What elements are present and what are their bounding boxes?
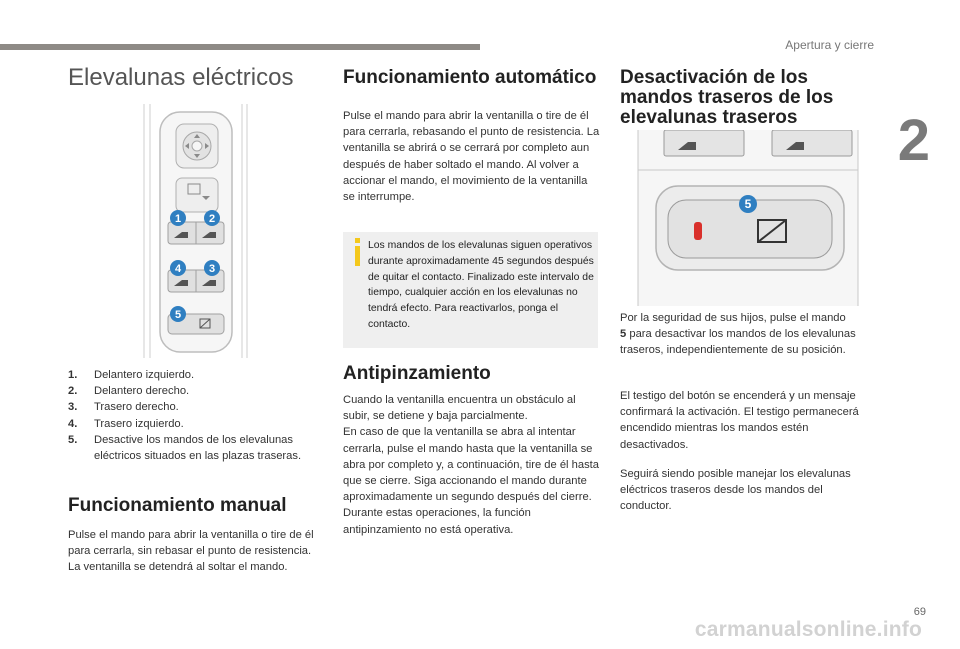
- legend-block: [68, 367, 330, 464]
- callout-5: [170, 306, 186, 322]
- col1-title-wrap: [68, 64, 328, 92]
- info-box: [343, 232, 598, 348]
- pinch-heading: Antipinzamiento: [343, 363, 491, 384]
- rear-lock-button-figure: [620, 130, 875, 306]
- watermark: carmanualsonline.info: [694, 618, 922, 641]
- info-text: Los mandos de los elevalunas siguen operativos durante aproximadamente 45 segundos después de quitar el contacto. Finalizado este intervalo de tiempo, cualquier acción en los elevalunas no tendrá efecto. Para reactivarlos, ponga el contacto.: [368, 240, 594, 330]
- legend-item: 5. Desactive los mandos de los elevalunas eléctricos situados en las plazas traseras.: [68, 433, 302, 463]
- deactivation-text-2: El testigo del botón se encenderá y un mensaje confirmará la activación. El testigo permanecerá encendido mientras los mandos estén desactivados.: [620, 390, 859, 451]
- section-label: Apertura y cierre: [785, 38, 874, 52]
- legend-item: 1. Delantero izquierdo.: [68, 369, 195, 381]
- pinch-text-2: En caso de que la ventanilla se abra al intentar cerrarla, pulse el mando hasta que la ventanilla se abra por completo y, a continuación, tire de él hasta que se cierre. Siga accionando el mando durante aproximadamente un segundo después del cierre.: [343, 426, 600, 504]
- callout-4: [170, 260, 186, 276]
- svg-text:1: 1: [174, 213, 182, 225]
- deactivation-text-2-wrap: [620, 388, 876, 453]
- deactivation-text-3-wrap: [620, 466, 876, 515]
- manual-heading: Funcionamiento manual: [68, 495, 287, 516]
- auto-text: Pulse el mando para abrir la ventanilla o tire de él para cerrarla, rebasando el punto de resistencia. La ventanilla se abrirá o se cerrará por completo aun después de haber soltado el mando. Al volver a accionar el mando, el movimiento de la ventanilla se interrumpe.: [343, 110, 600, 204]
- pinch-text-1: Cuando la ventanilla encuentra un obstáculo al subir, se detiene y baja parcialmente.: [343, 394, 576, 423]
- manual-text-wrap: [68, 527, 324, 576]
- deactivation-text-3: Seguirá siendo posible manejar los elevalunas eléctricos traseros desde los mandos del conductor.: [620, 468, 851, 513]
- svg-text:2: 2: [208, 213, 216, 225]
- deactivation-text-1: Por la seguridad de sus hijos, pulse el mando 5 para desactivar los mandos de los elevalunas traseros, independientemente de su posición.: [620, 312, 856, 357]
- legend-list: [68, 367, 330, 464]
- callout-5: [739, 195, 757, 213]
- pinch-section: [343, 364, 605, 384]
- svg-text:3: 3: [208, 263, 216, 275]
- deactivation-heading: Desactivación de los mandos traseros de los elevalunas traseros: [620, 67, 834, 128]
- legend-item: 3. Trasero derecho.: [68, 401, 179, 414]
- deactivation-text-wrap: [620, 310, 880, 359]
- manual-text: Pulse el mando para abrir la ventanilla o tire de él para cerrarla, sin rebasar el punto de resistencia. La ventanilla se detendrá al soltar el mando.: [68, 529, 314, 574]
- svg-text:5: 5: [174, 309, 182, 321]
- pinch-text-wrap: [343, 392, 605, 538]
- chapter-number: 2: [897, 108, 930, 173]
- manual-section: [68, 496, 328, 516]
- deactivation-section: [620, 68, 860, 128]
- callout-3: [204, 260, 220, 276]
- door-switch-panel-figure: [140, 104, 250, 358]
- auto-section: [343, 68, 605, 88]
- page-title: Elevalunas eléctricos: [68, 64, 294, 91]
- legend-item: 4. Trasero izquierdo.: [68, 417, 184, 430]
- callout-1: [170, 210, 186, 226]
- door-switch-panel-illustration: [140, 104, 250, 358]
- pinch-text-3: Durante estas operaciones, la función antipinzamiento no está operativa.: [343, 507, 531, 536]
- callout-2: [204, 210, 220, 226]
- auto-text-wrap: [343, 108, 601, 205]
- legend-item: 2. Delantero derecho.: [68, 385, 190, 398]
- header-rule: [0, 44, 480, 50]
- auto-heading: Funcionamiento automático: [343, 67, 597, 88]
- svg-text:4: 4: [174, 263, 182, 275]
- rear-lock-button-illustration: [620, 130, 875, 306]
- page-number: 69: [913, 606, 926, 618]
- svg-text:5: 5: [744, 197, 752, 211]
- info-icon: [351, 236, 365, 266]
